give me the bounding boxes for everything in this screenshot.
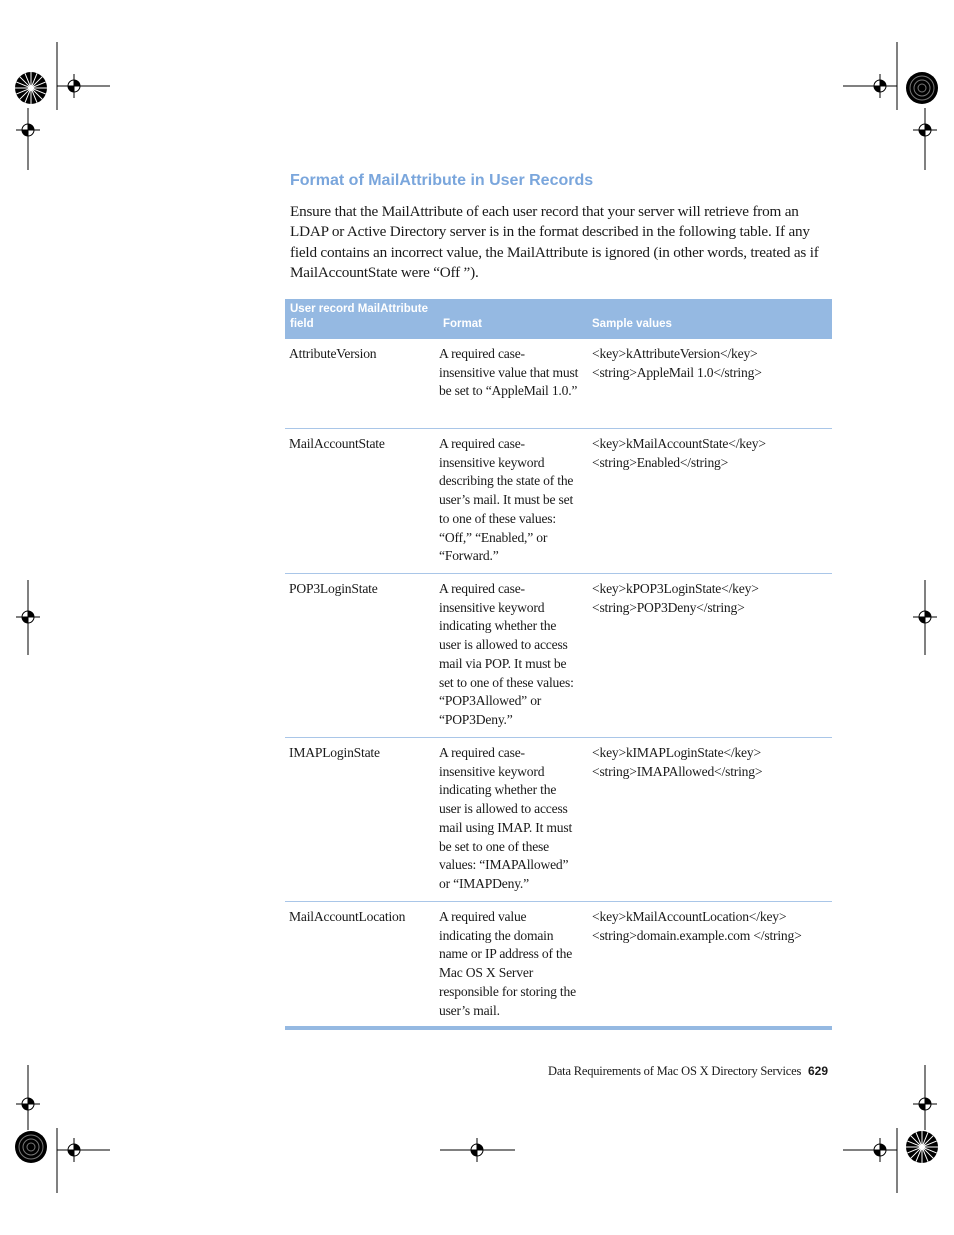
table-header <box>285 299 832 339</box>
row-format: A required case-insensitive value that must be set to “AppleMail 1.0.” <box>439 346 579 399</box>
table-row <box>285 738 832 902</box>
row-format: A required value indicating the domain name or IP address of the Mac OS X Server responsible for storing the user’s mail. <box>439 909 576 1018</box>
row-sample: <key>kMailAccountLocation</key> <string>domain.example.com </string> <box>592 909 802 943</box>
row-sample: <key>kIMAPLoginState</key> <string>IMAPAllowed</string> <box>592 745 763 779</box>
row-field: POP3LoginState <box>289 581 378 596</box>
section-title: Format of MailAttribute in User Records <box>290 172 594 189</box>
row-field: IMAPLoginState <box>289 745 380 760</box>
table-row <box>285 429 832 574</box>
row-sample: <key>kMailAccountState</key> <string>Enabled</string> <box>592 436 766 470</box>
row-format: A required case-insensitive keyword indicating whether the user is allowed to access mail using IMAP. It must be set to one of these values: “IMAPAllowed” or “IMAPDeny.” <box>439 745 573 891</box>
row-format: A required case-insensitive keyword indicating whether the user is allowed to access mail via POP. It must be set to one of these values: “POP3Allowed” or “POP3Deny.” <box>439 581 574 727</box>
row-field: MailAccountLocation <box>289 909 406 924</box>
row-field: MailAccountState <box>289 436 385 451</box>
table-bottom-rule <box>285 1026 832 1030</box>
header-sample: Sample values <box>592 318 672 330</box>
running-footer: Data Requirements of Mac OS X Directory Services <box>548 1064 802 1078</box>
mail-attribute-table <box>285 299 832 1030</box>
table-row <box>285 339 832 429</box>
row-sample: <key>kPOP3LoginState</key> <string>POP3Deny</string> <box>592 581 759 615</box>
row-format: A required case-insensitive keyword describing the state of the user’s mail. It must be set to one of these values: “Off,” “Enabled,” or “Forward.” <box>439 436 574 564</box>
page-number: 629 <box>808 1064 829 1078</box>
header-format: Format <box>443 318 482 330</box>
row-field: AttributeVersion <box>289 346 377 361</box>
row-sample: <key>kAttributeVersion</key> <string>AppleMail 1.0</string> <box>592 346 762 380</box>
table-row <box>285 574 832 738</box>
header-field: User record MailAttribute field <box>290 303 429 330</box>
intro-paragraph: Ensure that the MailAttribute of each user record that your server will retrieve from an LDAP or Active Directory server is in the format described in the following table. If any field contains an incorrect value, the MailAttribute is ignored (in other words, treated as if MailAccountState were “Off ”). <box>290 203 819 281</box>
table-row <box>285 902 832 1025</box>
